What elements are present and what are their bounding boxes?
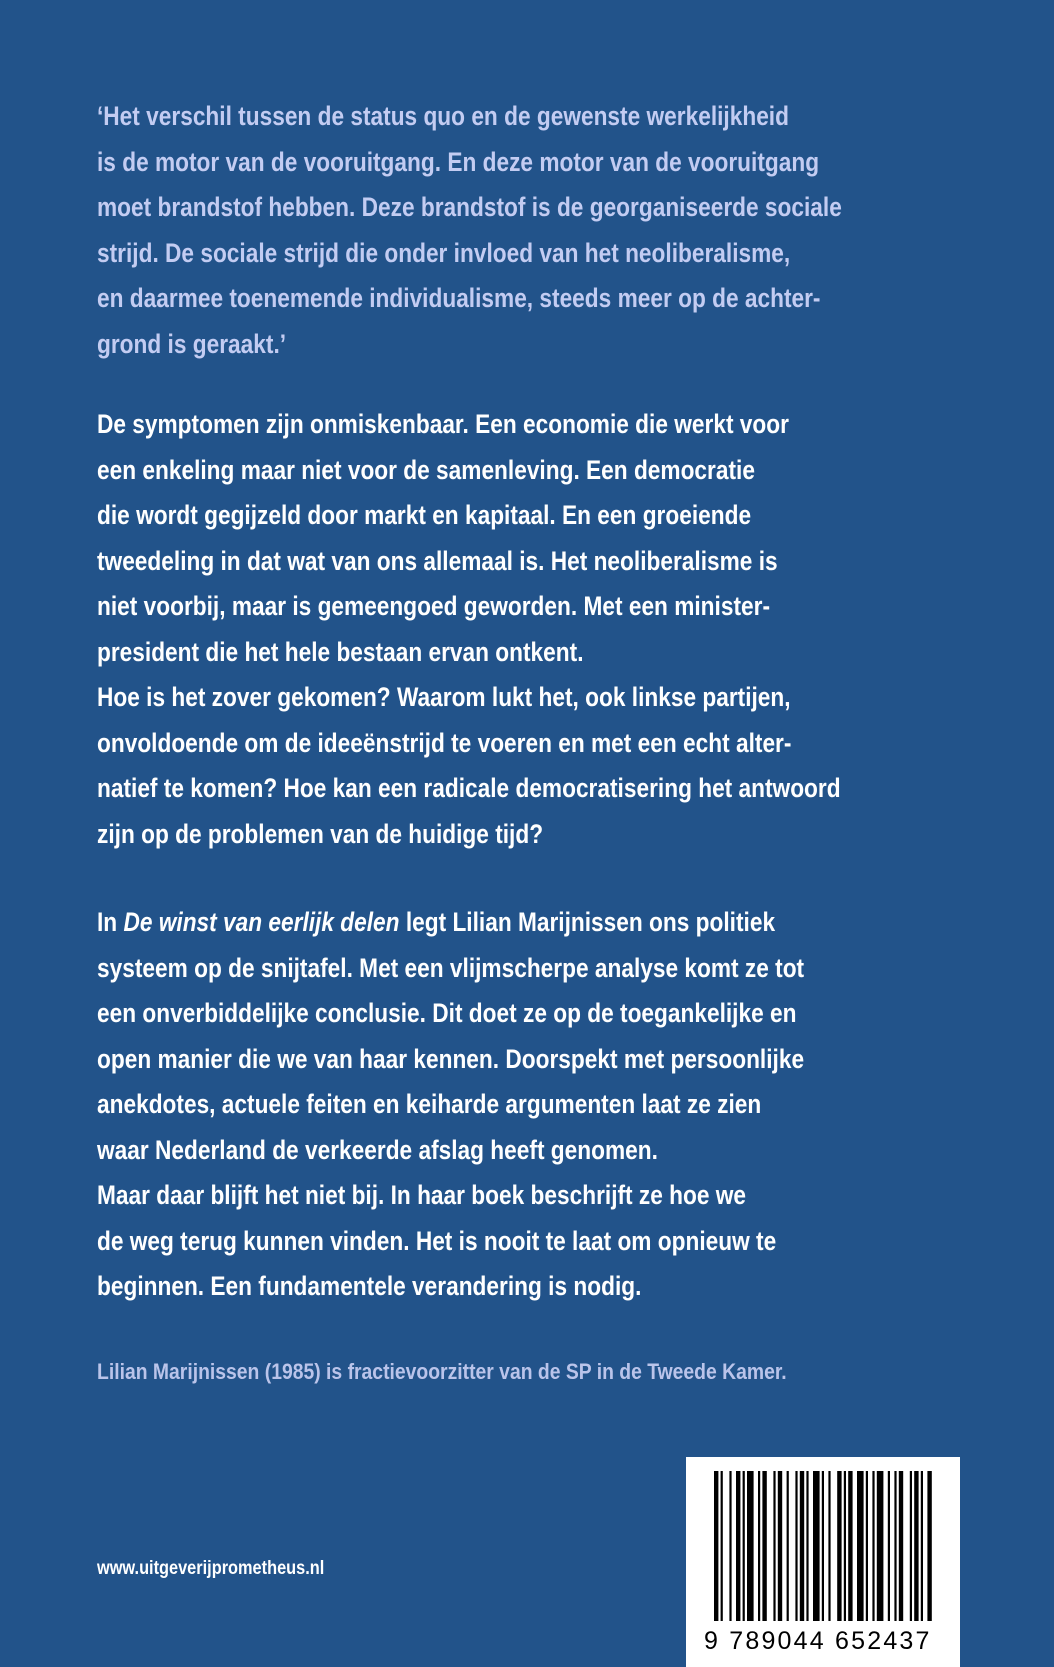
- barcode-bar: [758, 1471, 760, 1621]
- author-bio-text: Lilian Marijnissen (1985) is fractievoorzitter van de SP in de Tweede Kamer.: [97, 1359, 787, 1384]
- barcode-bar: [844, 1471, 846, 1621]
- blurb-line: een onverbiddelijke conclusie. Dit doet ze op de toegankelijke en: [97, 998, 797, 1028]
- barcode-bar: [806, 1471, 808, 1621]
- quote-line: en daarmee toenemende individualisme, steeds meer op de achter-: [97, 283, 821, 313]
- barcode-bar: [800, 1471, 804, 1621]
- barcode-bar: [910, 1471, 912, 1621]
- barcode-bar: [795, 1471, 797, 1621]
- barcode-bar: [927, 1471, 931, 1621]
- barcode-bar: [899, 1471, 903, 1621]
- blurb-line: president die het hele bestaan ervan ontkent.: [97, 636, 584, 667]
- barcode-bar: [773, 1471, 775, 1621]
- publisher-website-link[interactable]: www.uitgeverijprometheus.nl: [97, 1558, 325, 1579]
- barcode-bar: [736, 1471, 740, 1621]
- isbn-number: 9 789044 652437: [704, 1627, 932, 1655]
- blurb-line: de weg terug kunnen vinden. Het is nooit te laat om opnieuw te: [97, 1225, 777, 1256]
- blurb-line: beginnen. Een fundamentele verandering is nodig.: [97, 1271, 642, 1301]
- barcode-bar: [747, 1471, 754, 1621]
- barcode-bar: [828, 1471, 830, 1621]
- quote-line: is de motor van de vooruitgang. En deze motor van de vooruitgang: [97, 146, 820, 177]
- quote-line: strijd. De sociale strijd die onder invloed van het neoliberalisme,: [97, 237, 791, 268]
- barcode-bar: [714, 1471, 718, 1621]
- isbn-barcode: [686, 1457, 960, 1667]
- barcode-bar: [894, 1471, 896, 1621]
- barcode-bar: [778, 1471, 782, 1621]
- blurb-line: tweedeling in dat wat van ons allemaal is. Het neoliberalisme is: [97, 545, 778, 576]
- blurb-line: Maar daar blijft het niet bij. In haar boek beschrijft ze hoe we: [97, 1180, 747, 1210]
- blurb-line: open manier die we van haar kennen. Doorspekt met persoonlijke: [97, 1043, 805, 1074]
- author-bio: [97, 1356, 977, 1388]
- blurb-paragraph-1: [97, 402, 977, 857]
- barcode-bar: [888, 1471, 890, 1621]
- blurb-line-with-title: [97, 900, 836, 946]
- blurb-paragraph-2: [97, 900, 977, 1310]
- barcode-bar: [729, 1471, 731, 1621]
- blurb-line: waar Nederland de verkeerde afslag heeft genomen.: [97, 1134, 658, 1165]
- blurb-line: Hoe is het zover gekomen? Waarom lukt het, ook linkse partijen,: [97, 682, 791, 712]
- book-title: De winst van eerlijk delen: [123, 907, 400, 937]
- barcode-bar: [721, 1471, 723, 1621]
- barcode-bar: [762, 1471, 766, 1621]
- quote-line: ‘Het verschil tussen de status quo en de gewenste werkelijkheid: [97, 101, 789, 131]
- blurb-line: onvoldoende om de ideeënstrijd te voeren en met een echt alter-: [97, 727, 792, 758]
- quote-line: grond is geraakt.’: [97, 328, 287, 359]
- blurb-line: anekdotes, actuele feiten en keiharde argumenten laat ze zien: [97, 1089, 762, 1119]
- quote-line: moet brandstof hebben. Deze brandstof is de georganiseerde sociale: [97, 192, 842, 222]
- blurb-line: De symptomen zijn onmiskenbaar. Een economie die werkt voor: [97, 409, 789, 439]
- blurb-line: een enkeling maar niet voor de samenleving. Een democratie: [97, 454, 755, 485]
- barcode-bars: [714, 1471, 934, 1621]
- barcode-bar: [872, 1471, 874, 1621]
- blurb-text: legt Lilian Marijnissen ons politiek: [399, 907, 776, 937]
- barcode-bar: [866, 1471, 868, 1621]
- barcode-bar: [813, 1471, 820, 1621]
- barcode-bar: [787, 1471, 789, 1621]
- barcode-bar: [914, 1471, 918, 1621]
- blurb-line: die wordt gegijzeld door markt en kapitaal. En een groeiende: [97, 500, 752, 530]
- blurb-line: niet voorbij, maar is gemeengoed geworden. Met een minister-: [97, 591, 770, 621]
- barcode-bar: [921, 1471, 923, 1621]
- barcode-bar: [837, 1471, 841, 1621]
- blurb-line: systeem op de snijtafel. Met een vlijmscherpe analyse komt ze tot: [97, 952, 805, 983]
- blurb-line: natief te komen? Hoe kan een radicale democratisering het antwoord: [97, 773, 841, 803]
- barcode-bar: [848, 1471, 852, 1621]
- blurb-text: In: [97, 907, 124, 937]
- barcode-bar: [877, 1471, 884, 1621]
- barcode-bar: [822, 1471, 824, 1621]
- blurb-line: zijn op de problemen van de huidige tijd?: [97, 818, 544, 849]
- barcode-bar: [857, 1471, 864, 1621]
- barcode-bar: [743, 1471, 745, 1621]
- pull-quote: [97, 94, 977, 367]
